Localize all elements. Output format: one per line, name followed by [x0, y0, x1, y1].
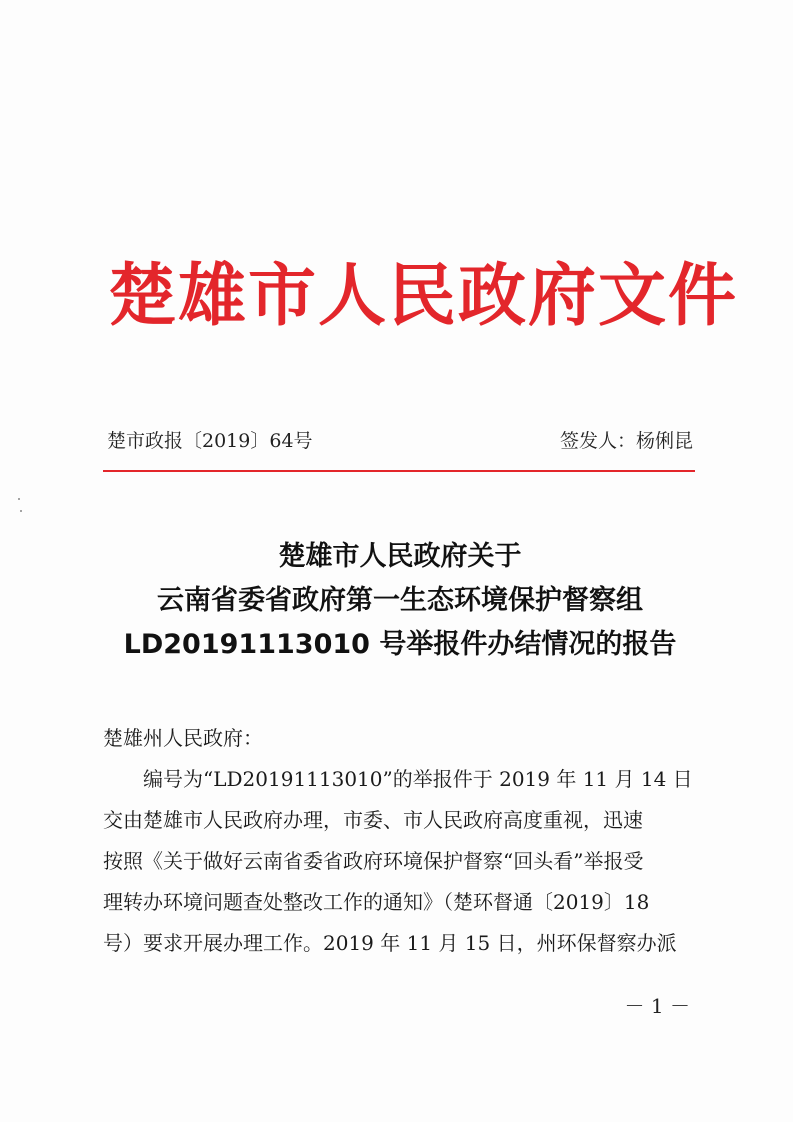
title-line-2: 云南省委省政府第一生态环境保护督察组 [157, 585, 643, 616]
document-number: 楚市政报〔2019〕64号 [107, 430, 313, 452]
document-body [103, 718, 695, 964]
scan-speck [20, 510, 22, 512]
page-number: － 1 － [624, 994, 690, 1018]
red-divider-line [103, 470, 695, 472]
title-line-3: LD20191113010 号举报件办结情况的报告 [123, 629, 677, 660]
body-line-2: 交由楚雄市人民政府办理，市委、市人民政府高度重视，迅速 [103, 808, 643, 832]
signer: 签发人：杨俐昆 [559, 430, 693, 452]
body-line-1: 编号为“LD20191113010”的举报件于 2019 年 11 月 14 日 [143, 767, 693, 791]
document-title [100, 535, 700, 667]
body-line-4: 理转办环境问题查处整改工作的通知》（楚环督通〔2019〕18 [103, 890, 650, 914]
title-line-1: 楚雄市人民政府关于 [278, 541, 522, 572]
scan-speck [18, 498, 20, 500]
masthead-title: 楚雄市人民政府文件 [108, 256, 739, 336]
body-line-3: 按照《关于做好云南省委省政府环境保护督察“回头看”举报受 [103, 849, 644, 873]
body-line-5: 号）要求开展办理工作。2019 年 11 月 15 日，州环保督察办派 [103, 931, 677, 955]
salutation: 楚雄州人民政府： [103, 726, 263, 750]
